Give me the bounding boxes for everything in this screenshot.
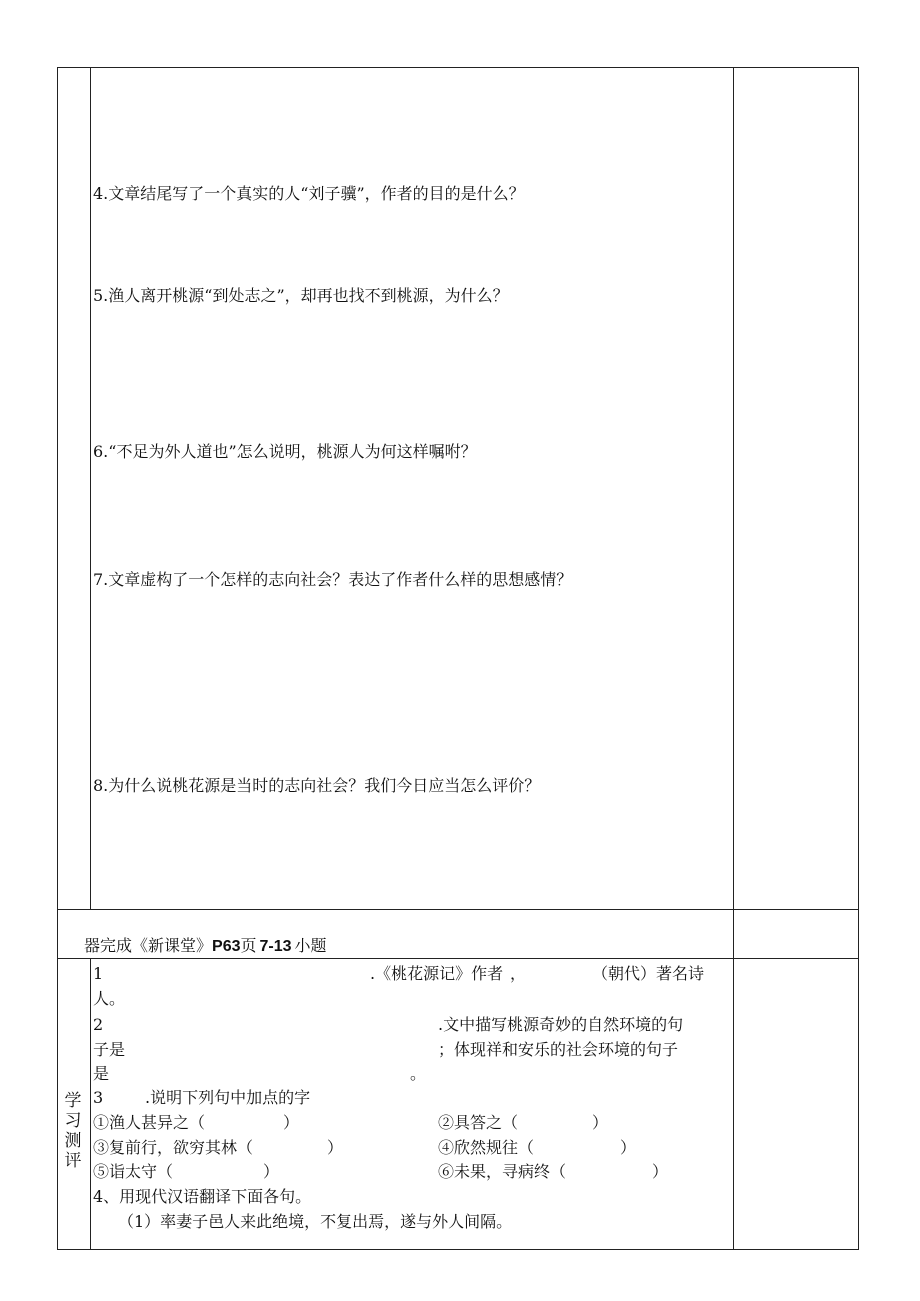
item2-number: 2 xyxy=(93,1015,104,1034)
label-column-divider-top xyxy=(90,67,91,909)
row-divider-2 xyxy=(57,958,859,959)
item3-word-5-close: ） xyxy=(263,1162,280,1181)
item3-word-2-text: ②具答之（ xyxy=(438,1113,519,1132)
item3-text: .说明下列句中加点的字 xyxy=(145,1088,311,1107)
item1-continuation: 人。 xyxy=(93,989,126,1008)
homework-range: 7-13 xyxy=(259,938,292,955)
item3-word-4-close: ） xyxy=(620,1138,637,1157)
item1-comma: ， xyxy=(510,964,527,983)
homework-mid: 页 xyxy=(240,936,257,955)
item3-word-1-close: ） xyxy=(283,1113,300,1132)
item2-line3-end: 。 xyxy=(410,1064,427,1083)
item3-word-2 xyxy=(438,1113,608,1133)
item4-sentence-1: （1）率妻子邑人来此绝境，不复出焉，遂与外人间隔。 xyxy=(118,1212,513,1231)
item3-word-6 xyxy=(438,1162,668,1182)
question-7: 7.文章虚构了一个怎样的志向社会？表达了作者什么样的思想感情？ xyxy=(93,570,573,589)
assessment-section-label: 学习测评 xyxy=(64,1091,82,1171)
item3-word-6-close: ） xyxy=(652,1162,669,1181)
item3-word-4 xyxy=(438,1138,636,1158)
content-column-divider xyxy=(733,67,734,1250)
item2-line3-start: 是 xyxy=(93,1064,110,1083)
item2-line2-end: ；体现祥和安乐的社会环境的句子 xyxy=(438,1040,679,1059)
table-right-border xyxy=(858,67,859,1250)
item3-word-3 xyxy=(93,1138,343,1158)
row-divider-1 xyxy=(57,909,859,910)
item3-word-5-text: ⑤诣太守（ xyxy=(93,1162,174,1181)
item3-word-3-text: ③复前行，欲穷其林（ xyxy=(93,1138,254,1157)
table-bottom-border xyxy=(57,1249,859,1250)
homework-instruction xyxy=(84,936,327,957)
table-left-border xyxy=(57,67,58,1250)
item2-line2-start: 子是 xyxy=(93,1040,126,1059)
homework-prefix: 器完成《新课堂》 xyxy=(84,936,213,955)
question-8: 8.为什么说桃花源是当时的志向社会？我们今日应当怎么评价？ xyxy=(93,776,541,795)
item3-word-3-close: ） xyxy=(327,1138,344,1157)
item3-word-1-text: ①渔人甚异之（ xyxy=(93,1113,206,1132)
item3-number: 3 xyxy=(93,1088,104,1107)
item3-word-1 xyxy=(93,1113,299,1133)
item3-word-5 xyxy=(93,1162,279,1182)
item4-title: 4、用现代汉语翻译下面各句。 xyxy=(93,1187,312,1206)
question-6: 6.“不足为外人道也”怎么说明，桃源人为何这样嘱咐？ xyxy=(93,442,477,461)
homework-page: P63 xyxy=(212,938,241,955)
table-top-border xyxy=(57,67,859,68)
question-5: 5.渔人离开桃源“到处志之”，却再也找不到桃源，为什么？ xyxy=(93,286,509,305)
item1-dynasty: （朝代）著名诗 xyxy=(592,964,705,983)
label-column-divider-bottom xyxy=(90,958,91,1250)
question-4: 4.文章结尾写了一个真实的人“刘子骥”，作者的目的是什么？ xyxy=(93,184,525,203)
item3-word-2-close: ） xyxy=(592,1113,609,1132)
item2-text: .文中描写桃源奇妙的自然环境的句 xyxy=(438,1015,684,1034)
item3-word-6-text: ⑥未果，寻病终（ xyxy=(438,1162,567,1181)
item1-number: 1 xyxy=(93,964,104,983)
item3-word-4-text: ④欣然规往（ xyxy=(438,1138,535,1157)
homework-suffix: 小题 xyxy=(294,936,327,955)
item1-text: .《桃花源记》作者 xyxy=(370,964,504,983)
